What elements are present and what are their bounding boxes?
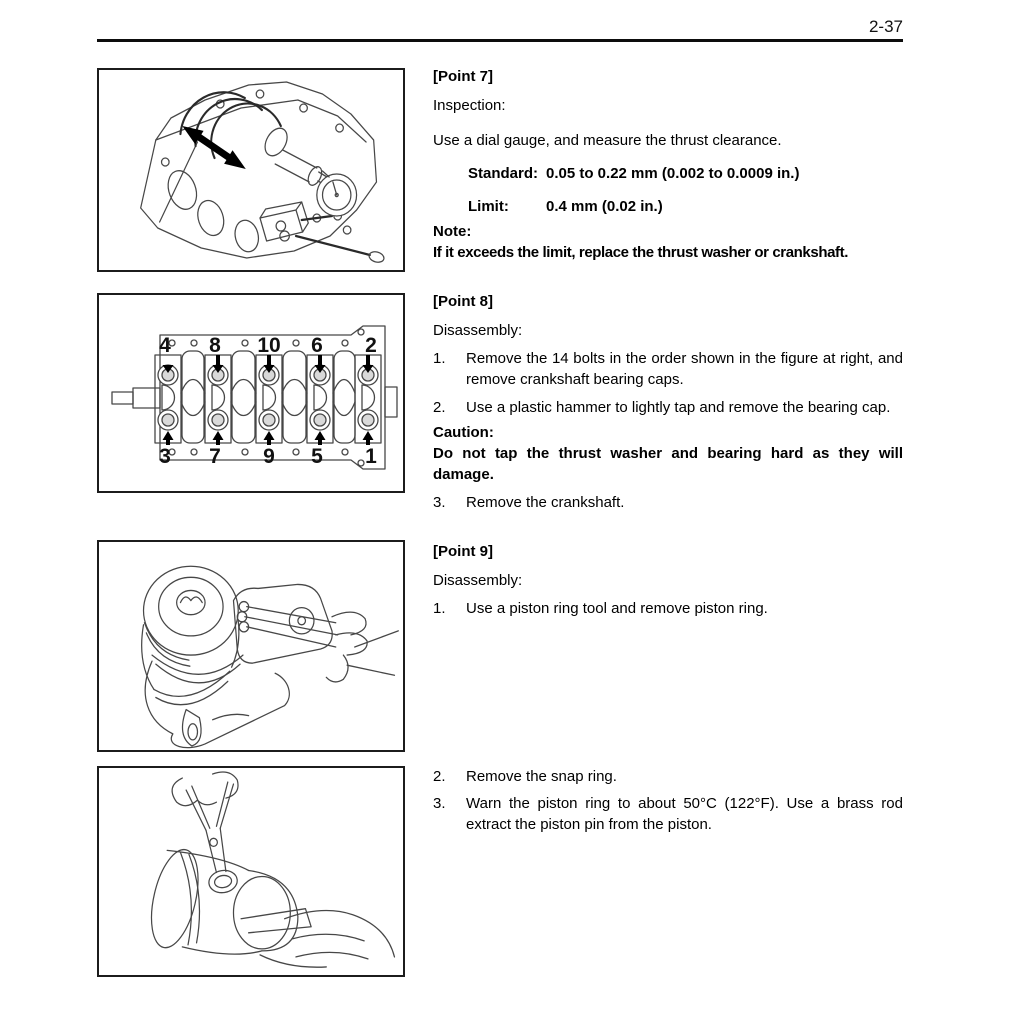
bolt-order-numbers xyxy=(159,334,377,468)
figure-bolt-order xyxy=(97,293,405,493)
bolt-number-label: 1 xyxy=(365,445,377,468)
bolt-order-illustration xyxy=(99,295,403,491)
figure-snap-ring-pliers xyxy=(97,766,405,977)
piston-ring-tool-illustration xyxy=(99,542,403,750)
bolt-order-arrows-down xyxy=(163,355,374,373)
step-item xyxy=(433,492,903,513)
caution-label: Caution: xyxy=(433,424,494,441)
step-number: 1. xyxy=(433,350,446,367)
bolt-number-label: 5 xyxy=(311,445,323,468)
engine-block-dial-gauge-illustration xyxy=(99,70,403,270)
bolt-number-label: 8 xyxy=(209,334,221,357)
step-number: 3. xyxy=(433,795,446,812)
caution-text: Do not tap the thrust washer and bearing hard as they will damage. xyxy=(433,445,903,483)
step-number: 2. xyxy=(433,399,446,416)
note-label: Note: xyxy=(433,223,472,240)
page-number: 2-37 xyxy=(868,17,903,36)
spec-standard xyxy=(433,163,903,184)
spec-standard-value: 0.05 to 0.22 mm (0.002 to 0.0009 in.) xyxy=(546,165,800,182)
step-text: Remove the 14 bolts in the order shown in the figure at right, and remove crankshaft bearing caps. xyxy=(466,350,903,388)
point-7-heading: [Point 7] xyxy=(433,68,493,85)
snap-ring-pliers-sketch xyxy=(143,772,394,967)
spec-standard-label: Standard: xyxy=(468,165,539,182)
point-8-heading: [Point 8] xyxy=(433,293,493,310)
step-text: Use a piston ring tool and remove piston ring. xyxy=(466,600,768,617)
figure-piston-ring-tool xyxy=(97,540,405,752)
step-number: 1. xyxy=(433,600,446,617)
bolt-number-label: 3 xyxy=(159,445,171,468)
section-point-9-continued xyxy=(433,766,903,842)
bolt-number-label: 7 xyxy=(209,445,221,468)
step-item xyxy=(433,598,903,619)
step-item xyxy=(433,397,903,418)
spec-limit-value: 0.4 mm (0.02 in.) xyxy=(546,198,663,215)
header-rule xyxy=(97,39,903,42)
step-text: Remove the snap ring. xyxy=(466,768,617,785)
step-number: 2. xyxy=(433,768,446,785)
piston-ring-tool-sketch xyxy=(142,566,399,747)
step-text: Remove the crankshaft. xyxy=(466,494,625,511)
crankcase-sketch xyxy=(112,326,397,469)
note-text: If it exceeds the limit, replace the thrust washer or crankshaft. xyxy=(433,244,848,261)
bolt-number-label: 10 xyxy=(257,334,281,357)
point-8-subheading: Disassembly: xyxy=(433,322,523,339)
point-7-subheading: Inspection: xyxy=(433,97,506,114)
bolt-number-label: 4 xyxy=(159,334,171,357)
snap-ring-pliers-illustration xyxy=(99,768,403,975)
step-text: Use a plastic hammer to lightly tap and remove the bearing cap. xyxy=(466,399,891,416)
figure-thrust-clearance xyxy=(97,68,405,272)
step-item xyxy=(433,348,903,390)
spec-limit xyxy=(433,196,903,217)
bolt-number-label: 2 xyxy=(365,334,377,357)
bolt-number-label: 6 xyxy=(311,334,323,357)
point-7-intro: Use a dial gauge, and measure the thrust clearance. xyxy=(433,132,782,149)
spec-limit-label: Limit: xyxy=(468,198,509,215)
section-point-7 xyxy=(433,66,903,263)
step-item xyxy=(433,793,903,835)
section-point-9 xyxy=(433,541,903,626)
step-number: 3. xyxy=(433,494,446,511)
thrust-direction-arrow-icon xyxy=(182,126,245,169)
bolt-number-label: 9 xyxy=(263,445,275,468)
engine-block-sketch xyxy=(141,82,385,264)
step-item xyxy=(433,766,903,787)
section-point-8 xyxy=(433,291,903,520)
point-9-heading: [Point 9] xyxy=(433,543,493,560)
step-text: Warn the piston ring to about 50°C (122°F). Use a brass rod extract the piston pin from the piston. xyxy=(466,795,903,833)
point-9-subheading: Disassembly: xyxy=(433,572,523,589)
